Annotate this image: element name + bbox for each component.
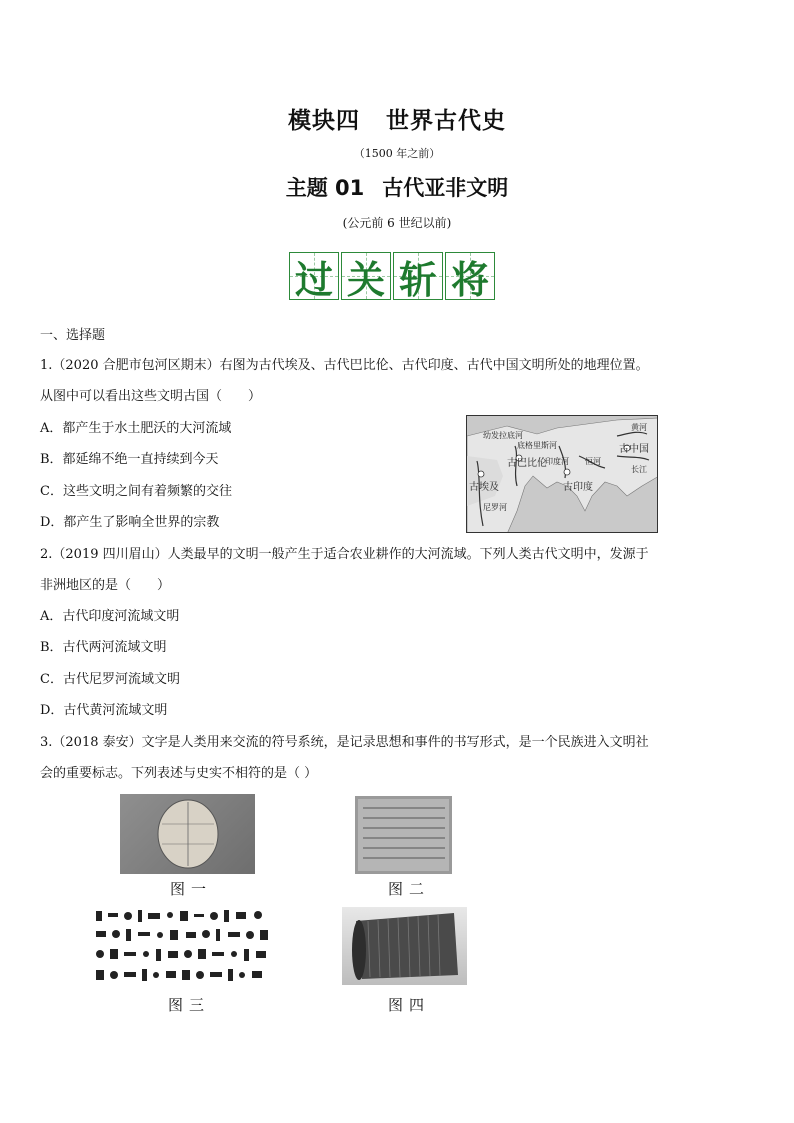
figure-4-papyrus-scroll-image [342,907,467,985]
banner-cell [445,252,495,300]
topic-range: (公元前 6 世纪以前) [342,216,452,230]
banner-guoguan-zhanjiang [289,252,499,302]
q2-option-a: A．古代印度河流域文明 [40,609,180,624]
q1-option-c: C．这些文明之间有着频繁的交往 [40,484,232,499]
q1-option-b: B．都延绵不绝一直持续到今天 [40,452,219,467]
module-title-part-a: 模块四 [288,108,360,134]
banner-cell [393,252,443,300]
q1-option-a: A．都产生于水土肥沃的大河流域 [40,421,232,436]
hieroglyphs-graphic [90,905,280,990]
map-label-egypt: 古埃及 [469,482,499,493]
topic-title [0,172,794,202]
map-label-ganges: 恒河 [585,457,601,466]
map-label-china: 古中国 [619,444,649,455]
figure-3-caption: 图三 [168,996,211,1014]
q1-stem-line2: 从图中可以看出这些文明古国（ ） [40,389,262,404]
map-label-yellow-river: 黄河 [631,423,647,432]
banner-char: 关 [346,256,385,302]
q2-stem-line2: 非洲地区的是（ ） [40,578,171,593]
section-heading: 一、选择题 [40,328,106,343]
map-label-india: 古印度 [563,482,593,493]
figure-1-oracle-shell-image [120,794,255,874]
module-title [0,102,794,135]
q2-stem-line1: 2.（2019 四川眉山）人类最早的文明一般产生于适合农业耕作的大河流域。下列人类古代文明中，发源于 [40,547,649,562]
q1-stem-line1: 1.（2020 合肥市包河区期末）右图为古代埃及、古代巴比伦、古代印度、古代中国文明所处的地理位置。 [40,358,649,373]
figure-3-hieroglyphs-image [90,905,280,990]
q2-option-d: D．古代黄河流域文明 [40,703,168,718]
topic-title-part-b: 古代亚非文明 [382,176,509,200]
q3-stem-line1: 3.（2018 泰安）文字是人类用来交流的符号系统，是记录思想和事件的书写形式，是一个民族进入文明社 [40,735,649,750]
banner-char: 斩 [398,256,437,302]
map-label-yangtze: 长江 [631,465,647,474]
q1-option-d: D．都产生了影响全世界的宗教 [40,515,220,530]
map-label-tigris: 底格里斯河 [517,441,557,450]
topic-title-part-a: 主题 01 [285,176,365,200]
banner-char: 过 [294,256,333,302]
banner-char: 将 [450,256,489,302]
cuneiform-graphic [355,796,452,874]
map-label-nile: 尼罗河 [483,503,507,512]
figure-4-caption: 图四 [388,996,431,1014]
q3-stem-line2: 会的重要标志。下列表述与史实不相符的是（ ） [40,766,318,781]
banner-cell [341,252,391,300]
figure-1-caption: 图一 [170,880,213,898]
map-label-indus: 印度河 [545,457,569,466]
module-title-part-b: 世界古代史 [386,108,506,134]
papyrus-scroll-graphic [342,907,467,985]
map-label-euphrates: 幼发拉底河 [483,431,523,440]
map-label-babylon: 古巴比伦 [507,458,547,469]
oracle-shell-graphic [120,794,255,874]
q2-option-b: B．古代两河流域文明 [40,640,167,655]
figure-2-caption: 图二 [388,880,431,898]
q2-option-c: C．古代尼罗河流域文明 [40,672,180,687]
banner-cell [289,252,339,300]
figure-2-cuneiform-tablet-image [355,796,452,874]
ancient-civilizations-map [466,415,658,533]
module-range: （1500 年之前） [353,147,441,160]
